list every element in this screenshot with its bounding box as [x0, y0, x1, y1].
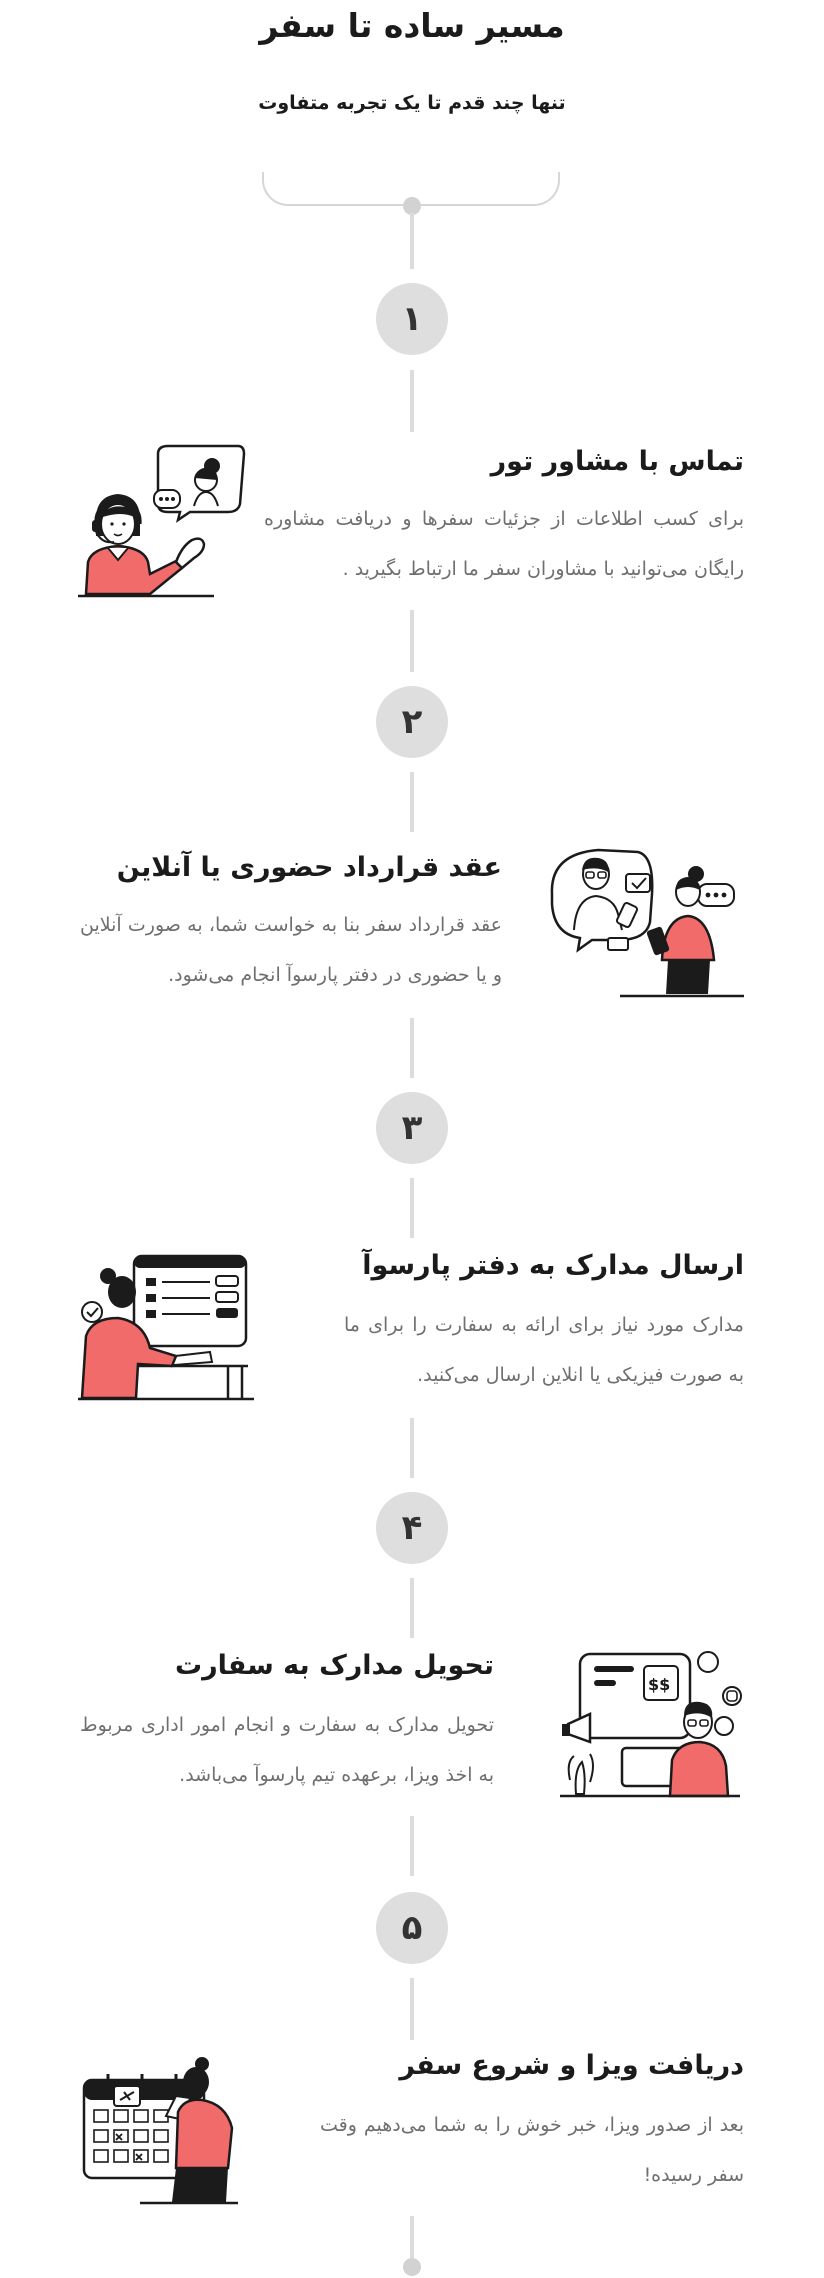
support-agent-illustration — [78, 444, 248, 602]
page-title: مسیر ساده تا سفر — [259, 6, 565, 45]
timeline-line — [410, 2216, 414, 2262]
step-description: برای کسب اطلاعات از جزئیات سفرها و دریافت مشاوره رایگان می‌توانید با مشاوران سفر ما ارتباط بگیرید . — [264, 508, 744, 580]
timeline-line — [410, 1978, 414, 2040]
embassy-illustration — [560, 1650, 752, 1804]
timeline-line — [410, 1578, 414, 1638]
step-title: عقد قرارداد حضوری یا آنلاین — [116, 852, 502, 883]
step-title: دریافت ویزا و شروع سفر — [399, 2050, 744, 2081]
timeline-line — [410, 1178, 414, 1238]
timeline-line — [410, 772, 414, 832]
timeline-end-dot — [403, 2258, 421, 2276]
timeline-line — [410, 370, 414, 432]
step-title: تماس با مشاور تور — [490, 446, 744, 477]
step-description: مدارک مورد نیاز برای ارائه به سفارت را برای ما به صورت فیزیکی یا انلاین ارسال می‌کنید. — [344, 1314, 744, 1386]
step-number-badge: ۱ — [376, 283, 448, 355]
page-subtitle: تنها چند قدم تا یک تجربه متفاوت — [258, 92, 566, 114]
timeline-line — [410, 213, 414, 269]
step-description: عقد قرارداد سفر بنا به خواست شما، به صورت آنلاین و یا حضوری در دفتر پارسوآ انجام می‌شود. — [80, 914, 502, 986]
timeline-line — [410, 1018, 414, 1078]
calendar-illustration — [80, 2056, 240, 2210]
step-number-badge: ۵ — [376, 1892, 448, 1964]
step-number-badge: ۲ — [376, 686, 448, 758]
step-title: تحویل مدارک به سفارت — [174, 1650, 494, 1681]
step-number-badge: ۴ — [376, 1492, 448, 1564]
svg-text:$$: $$ — [648, 1675, 671, 1694]
step-description: بعد از صدور ویزا، خبر خوش را به شما می‌دهیم وقت سفر رسیده! — [320, 2114, 744, 2186]
step-number-badge: ۳ — [376, 1092, 448, 1164]
contract-illustration — [548, 844, 748, 1008]
step-title: ارسال مدارک به دفتر پارسوآ — [362, 1250, 744, 1281]
documents-illustration — [78, 1252, 254, 1406]
timeline-line — [410, 610, 414, 672]
step-description: تحویل مدارک به سفارت و انجام امور اداری مربوط به اخذ ویزا، برعهده تیم پارسوآ می‌باشد. — [80, 1714, 494, 1786]
timeline-line — [410, 1816, 414, 1876]
timeline-line — [410, 1418, 414, 1478]
